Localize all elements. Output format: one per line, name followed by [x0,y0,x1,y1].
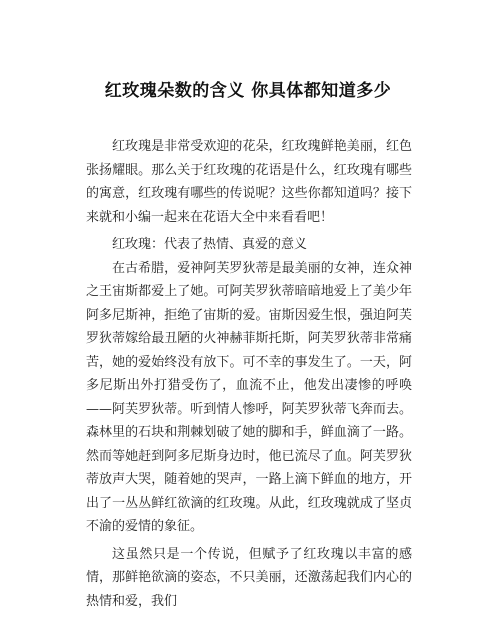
article-title: 红玫瑰朵数的含义 你具体都知道多少 [104,81,392,101]
section-heading: 红玫瑰：代表了热情、真爱的意义 [112,237,308,252]
closing-paragraph: 这虽然只是一个传说，但赋予了红玫瑰以丰富的感情，那鲜艳欲滴的姿态，不只美丽，还激荡起我们内心的热情和爱，我们 [86,546,412,609]
legend-paragraph: 在古希腊，爱神阿芙罗狄蒂是最美丽的女神，连众神之王宙斯都爱上了她。可阿芙罗狄蒂暗暗地爱上了美少年阿多尼斯神，拒绝了宙斯的爱。宙斯因爱生恨，强迫阿芙罗狄蒂嫁给最丑陋的火神赫菲斯托斯，阿芙罗狄蒂非常痛苦，她的爱始终没有放下。可不幸的事发生了。一天，阿多尼斯出外打猎受伤了，血流不止，他发出凄惨的呼唤——阿芙罗狄蒂。听到情人惨呼，阿芙罗狄蒂飞奔而去。森林里的石块和荆棘划破了她的脚和手，鲜血滴了一路。然而等她赶到阿多尼斯身边时，他已流尽了血。阿芙罗狄蒂放声大哭，随着她的哭声，一路上滴下鲜血的地方，开出了一丛丛鲜红欲滴的红玫瑰。从此，红玫瑰就成了坚贞不渝的爱情的象征。 [86,260,412,534]
article-body [86,135,412,617]
intro-paragraph: 红玫瑰是非常受欢迎的花朵，红玫瑰鲜艳美丽，红色张扬耀眼。那么关于红玫瑰的花语是什么，红玫瑰有哪些的寓意，红玫瑰有哪些的传说呢？这些你都知道吗？接下来就和小编一起来在花语大全中来看看吧！ [86,139,412,225]
